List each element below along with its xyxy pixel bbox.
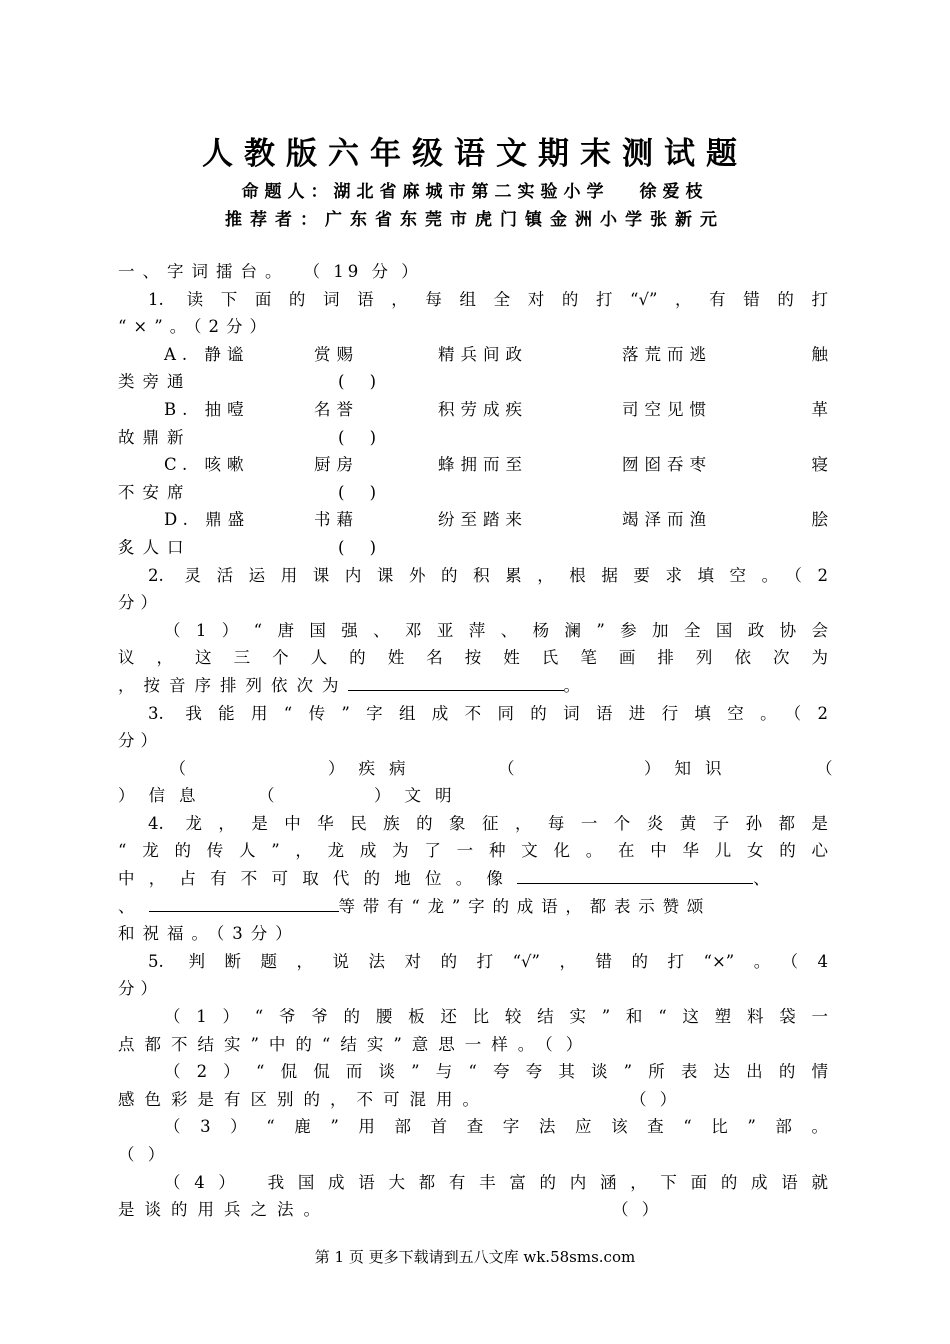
answer-paren[interactable]: ( ) [338, 427, 387, 447]
q3-text: 3. 我能用“传”字组成不同的词语进行填空。（2 [148, 703, 828, 723]
word: 落荒而逃 [622, 344, 712, 364]
q5-item3: （3）“鹿”用部首查字法应该查“比”部。 [164, 1117, 828, 1137]
word: 寝 [811, 455, 828, 475]
answer-paren[interactable]: ( ) [338, 482, 387, 502]
q4-text: 4. 龙，是中华民族的象征，每一个炎黄子孙都是 [148, 813, 828, 833]
q4-text-4: 、 等带有“龙”字的成语，都表示赞颂 [118, 893, 828, 921]
q5-item4-cont: 是谈的用兵之法。 （ ） [118, 1200, 663, 1220]
q5-item1-cont: 点都不结实”中的“结实”意思一样。（ ） [118, 1034, 587, 1054]
word: 鼎盛 [205, 510, 251, 530]
q4-text-5: 和祝福。（3分） [118, 924, 300, 944]
q5-text: 5. 判断题，说法对的打“√”，错的打“×”。（4 [148, 951, 828, 971]
q5-item2-cont: 感色彩是有区别的，不可混用。 （ ） [118, 1089, 681, 1109]
answer-blank[interactable] [517, 865, 753, 884]
q1-group-a: A. 静谧 赏赐 精兵间政 落荒而逃 触 [118, 341, 828, 369]
answer-paren[interactable]: ( ) [338, 537, 387, 557]
answer-paren[interactable]: （ ） [630, 1089, 681, 1109]
q2-text-cont: 分） [118, 593, 163, 613]
word: 抽噎 [204, 399, 250, 419]
word: 名誉 [314, 399, 359, 419]
q3-blanks-cont: ）信息 （ ）文明 [118, 786, 466, 806]
word: 书藉 [314, 510, 359, 530]
answer-paren[interactable]: （ ） [118, 1145, 169, 1164]
answer-paren[interactable]: （ ） [544, 1034, 587, 1054]
q1-group-a-cont: 类旁通 ( ) [118, 368, 828, 396]
page-title: 人教版六年级语文期末测试题 [202, 136, 748, 172]
author-line [0, 177, 950, 202]
q5-item2: （2）“侃侃而谈”与“夸夸其谈”所表达出的情 [164, 1062, 828, 1082]
q3-blanks: （ ）疾病 （ ）知识 （ [118, 755, 828, 783]
author-name: 徐爱枝 [639, 182, 709, 202]
word: 纷至踏来 [438, 510, 528, 530]
q5-item4: （4） 我国成语大都有丰富的内涵，下面的成语就 [164, 1172, 828, 1192]
q2-text: 2. 灵活运用课内课外的积累，根据要求填空。（2 [148, 565, 828, 585]
section-score: （ 19 分 ） [303, 262, 422, 281]
word: 精兵间政 [438, 344, 528, 364]
page-footer: 第 1 页 更多下载请到五八文库 wk.58sms.com [314, 1248, 636, 1266]
answer-blank[interactable] [149, 893, 339, 912]
answer-paren[interactable]: （ ） [612, 1200, 663, 1220]
word: 革 [811, 399, 828, 419]
author-label: 命题人： [241, 182, 334, 202]
q4-text-3: 中，占有不可取代的地位。像 、 [118, 865, 828, 893]
q2-item1: （1）“唐国强、邓亚萍、杨澜”参加全国政协会 [164, 620, 828, 640]
answer-paren[interactable]: ( ) [338, 372, 387, 392]
word: 竭泽而渔 [622, 510, 712, 530]
q1-group-c-cont: 不安席 ( ) [118, 479, 828, 507]
word: 厨房 [314, 455, 359, 475]
exam-body [118, 258, 833, 1224]
recommender-line: 推荐者：广东省东莞市虎门镇金洲小学张新元 [225, 210, 725, 230]
word: 积劳成疾 [438, 399, 528, 419]
q2-item1-cont: 议，这三个人的姓名按姓氏笔画排列依次为 [118, 648, 828, 668]
author-org: 湖北省麻城市第二实验小学 [333, 182, 610, 202]
word: 蜂拥而至 [438, 455, 528, 475]
answer-blank[interactable] [348, 672, 564, 691]
q1-group-d-cont: 炙人口 ( ) [118, 534, 828, 562]
word: 司空见惯 [622, 399, 712, 419]
q1-group-d: D. 鼎盛 书藉 纷至踏来 竭泽而渔 脍 [118, 506, 828, 534]
section-title: 一、字词擂台。 [118, 262, 290, 281]
word: 赏赐 [314, 344, 359, 364]
word: 静谧 [204, 344, 250, 364]
word: 触 [811, 344, 828, 364]
q1-group-c: C. 咳嗽 厨房 蜂拥而至 囫囵吞枣 寝 [118, 451, 828, 479]
q4-text-2: “龙的传人”，龙成为了一种文化。在中华儿女的心 [118, 841, 828, 861]
q1-group-b: B. 抽噎 名誉 积劳成疾 司空见惯 革 [118, 396, 828, 424]
q1-text: 1. 读下面的词语，每组全对的打“√”，有错的打 [148, 289, 828, 309]
word: 囫囵吞枣 [622, 455, 712, 475]
q3-text-cont: 分） [118, 731, 163, 751]
q2-item1-answer: ，按音序排列依次为 。 [118, 672, 828, 700]
q1-text-cont: “×”。（2分） [118, 317, 273, 337]
q5-item1: （1）“爷爷的腰板还比较结实”和“这塑料袋一 [164, 1007, 828, 1027]
answer-blank[interactable] [186, 755, 328, 783]
word: 咳嗽 [204, 455, 250, 475]
q5-item3-cont [118, 1141, 828, 1169]
q5-text-cont: 分） [118, 979, 163, 999]
section-heading [118, 258, 828, 286]
q1-group-b-cont: 故鼎新 ( ) [118, 424, 828, 452]
word: 脍 [811, 510, 828, 530]
